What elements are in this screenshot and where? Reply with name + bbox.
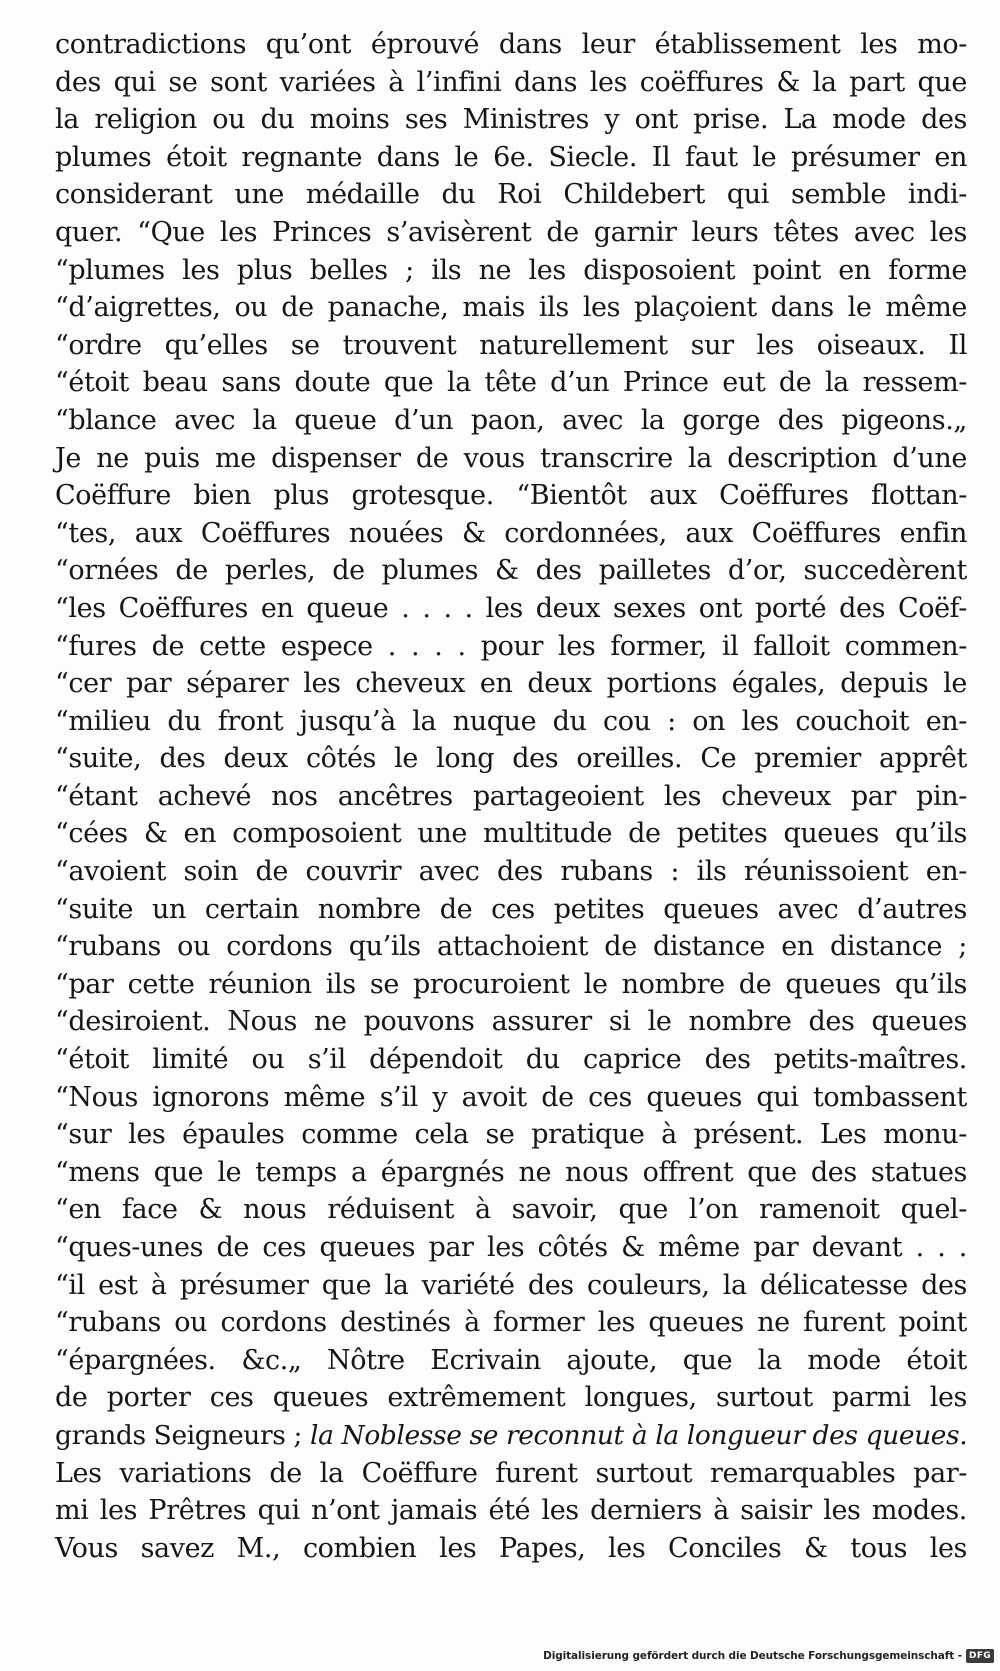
text-line-mixed	[55, 1417, 967, 1455]
text-line: “d’aigrettes, ou de panache, mais ils les plaçoient dans le même	[55, 292, 967, 324]
text-line: des qui se sont variées à l’infini dans les coëffures & la part que	[55, 66, 967, 98]
text-line: “étant achevé nos ancêtres partageoient les cheveux par pin-	[55, 780, 967, 812]
text-line: “avoient soin de couvrir avec des rubans : ils réunissoient en-	[55, 856, 967, 888]
text-line: “rubans ou cordons destinés à former les queues ne furent point	[55, 1307, 967, 1339]
text-line: “étoit beau sans doute que la tête d’un Prince eut de la ressem-	[55, 367, 967, 399]
text-line: “milieu du front jusqu’à la nuque du cou : on les couchoit en-	[55, 705, 967, 737]
text-line: Je ne puis me dispenser de vous transcrire la description d’une	[55, 442, 967, 474]
text-line: plumes étoit regnante dans le 6e. Siecle. Il faut le présumer en	[55, 141, 967, 173]
text-line: “les Coëffures en queue . . . . les deux sexes ont porté des Coëf-	[55, 592, 967, 624]
text-line: “fures de cette espece . . . . pour les former, il falloit commen-	[55, 630, 967, 662]
text-line: “par cette réunion ils se procuroient le nombre de queues qu’ils	[55, 968, 967, 1000]
text-line: “Nous ignorons même s’il y avoit de ces queues qui tombassent	[55, 1081, 967, 1113]
text-line: “rubans ou cordons qu’ils attachoient de distance en distance ;	[55, 931, 967, 963]
text-line: “tes, aux Coëffures nouées & cordonnées, aux Coëffures enfin	[55, 517, 967, 549]
text-segment: grands Seigneurs ;	[55, 1419, 311, 1451]
dfg-logo-icon: DFG	[966, 1649, 994, 1663]
text-line: “desiroient. Nous ne pouvons assurer si le nombre des queues	[55, 1006, 967, 1038]
text-line: “blance avec la queue d’un paon, avec la gorge des pigeons.„	[55, 404, 967, 436]
text-line: “il est à présumer que la variété des couleurs, la délicatesse des	[55, 1269, 967, 1301]
text-line: “ornées de perles, de plumes & des pailletes d’or, succedèrent	[55, 555, 967, 587]
text-line: “ordre qu’elles se trouvent naturellement sur les oiseaux. Il	[55, 329, 967, 361]
text-line: “suite, des deux côtés le long des oreilles. Ce premier apprêt	[55, 743, 967, 775]
text-line: “plumes les plus belles ; ils ne les disposoient point en forme	[55, 254, 967, 286]
text-line: la religion ou du moins ses Ministres y ont prise. La mode des	[55, 104, 967, 136]
text-line: Coëffure bien plus grotesque. “Bientôt aux Coëffures flottan-	[55, 480, 967, 512]
text-line: Les variations de la Coëffure furent surtout remarquables par-	[55, 1457, 967, 1489]
text-line: considerant une médaille du Roi Childebert qui semble indi-	[55, 179, 967, 211]
text-line: “cer par séparer les cheveux en deux portions égales, depuis le	[55, 668, 967, 700]
text-line: “ques-unes de ces queues par les côtés & même par devant . . .	[55, 1232, 967, 1263]
text-line: “étoit limité ou s’il dépendoit du caprice des petits-maîtres.	[55, 1044, 967, 1076]
text-line: Vous savez M., combien les Papes, les Conciles & tous les	[55, 1532, 967, 1564]
text-line: “cées & en composoient une multitude de petites queues qu’ils	[55, 818, 967, 850]
text-line: “suite un certain nombre de ces petites queues avec d’autres	[55, 893, 967, 925]
text-line: contradictions qu’ont éprouvé dans leur établissement les mo-	[55, 29, 967, 60]
text-line: “épargnées. &c.„ Nôtre Ecrivain ajoute, que la mode étoit	[55, 1344, 967, 1376]
text-line: “mens que le temps a épargnés ne nous offrent que des statues	[55, 1156, 967, 1188]
body-text	[55, 26, 967, 1567]
text-line: quer. “Que les Princes s’avisèrent de garnir leurs têtes avec les	[55, 216, 967, 248]
text-line: “en face & nous réduisent à savoir, que l’on ramenoit quel-	[55, 1194, 967, 1226]
text-line: “sur les épaules comme cela se pratique à présent. Les monu-	[55, 1119, 967, 1151]
footer-credit: Digitalisierung gefördert durch die Deutsche Forschungsgemeinschaft -	[543, 1650, 962, 1662]
digitization-footer	[543, 1647, 994, 1665]
text-line: mi les Prêtres qui n’ont jamais été les derniers à saisir les modes.	[55, 1495, 967, 1527]
text-line: de porter ces queues extrêmement longues, surtout parmi les	[55, 1382, 967, 1414]
italic-text-segment: la Noblesse se reconnut à la longueur des queues.	[310, 1419, 968, 1451]
